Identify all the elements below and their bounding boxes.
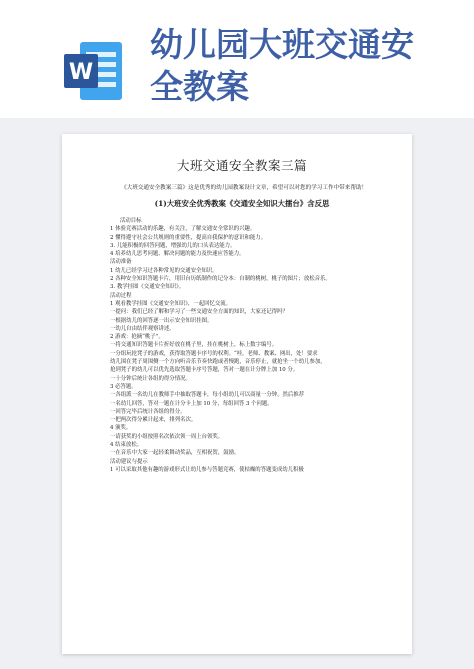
body-line: 3. 儿能积极的回答问题，增强幼儿的口头表达能力。 xyxy=(110,242,236,249)
body-line: 1 观看教学挂图《交通安全知识》，一起回忆交流。 xyxy=(110,300,232,307)
body-line: 3. 教学挂图《交通安全知识》。 xyxy=(110,284,185,291)
body-line: 4 结束放松。 xyxy=(110,442,143,449)
logo-letter: W xyxy=(68,60,94,85)
body-line: 活动目标 xyxy=(120,218,142,224)
body-line: 4 颁奖。 xyxy=(110,425,132,432)
body-line: 一在音乐中大家一起轻柔舞动奖品，互相祝贺，鼓励。 xyxy=(110,450,240,457)
body-line: 一十分钟后统计各组的得分情况。 xyxy=(110,375,191,382)
page-title-line-2: 全教案 xyxy=(150,67,249,106)
page-title-line-1: 幼儿园大班交通安 xyxy=(150,25,414,64)
body-line: 一根据幼儿的回答逐一出示安全知识挂图。 xyxy=(110,317,213,324)
body-line: 2 游戏：抢摘“桃子”。 xyxy=(110,334,164,341)
body-line: 一回答完毕后统计各组的得分。 xyxy=(110,408,186,415)
body-line: 1 幼儿已经学习过各种常见的交通安全知识。 xyxy=(110,267,218,274)
body-line: 2 各种安全知识答题卡片，用旧台历纸制作的记分本：自制的桃树，桃子的图片；放松音乐。 xyxy=(110,276,331,283)
body-line: 一请获奖的小组按照名次依次领一周上台领奖。 xyxy=(110,433,224,440)
body-line: 3 必答题。 xyxy=(110,383,137,390)
body-line: 1 可以采取其他有趣的游戏形式让幼儿参与答题竞赛，使枯燥的答题变成幼儿积极 xyxy=(110,466,304,473)
body-line: 一分组玩抢凳子的游戏，获得取答题卡序号的权利。“哇，老师、教案、网出，处！要求 xyxy=(110,350,318,357)
document-content xyxy=(110,156,374,474)
section-title: (1)大班安全优秀教案《交通安全知识大擂台》含反思 xyxy=(154,199,330,208)
document-intro: 《大班交通安全教案三篇》这是优秀的幼儿园教案设计文章，希望可以对您的学习工作中带来帮助！ xyxy=(121,185,368,191)
page-title xyxy=(150,24,450,108)
body-line: 一提问：我们已经了解和学习了一些交通安全方面的知识，大家还记得吗？ xyxy=(110,309,288,316)
word-document-icon xyxy=(60,38,126,104)
document-page[interactable] xyxy=(62,134,412,654)
body-line: 一将交通知识答题卡片折好放在桃子里，挂在桃树上，标上数字编号。 xyxy=(110,342,278,349)
body-line: 1 体验竞赛活动的乐趣，有关注，了解交通安全常识的兴趣。 xyxy=(110,226,256,233)
body-line: 活动过程 xyxy=(110,292,132,299)
body-line: 一把两次得分累计起来，排列名次。 xyxy=(110,417,197,424)
body-line: 一名幼儿回答，答对一题在计分卡上加 10 分，每组回答 3 个问题。 xyxy=(110,400,273,407)
body-line: 活动建议与提示 xyxy=(110,458,148,465)
body-line: 一幼儿自由结伴观察讲述。 xyxy=(110,325,175,332)
body-line: 4 培养幼儿思考问题、解决问题的能力及快速应答能力。 xyxy=(110,251,245,258)
header xyxy=(0,0,474,118)
body-line: 2 懂得遵守社会公共规则的重要性，提高自我保护的意识和能力。 xyxy=(110,234,267,241)
body-line: 抢到凳子的幼儿可以优先选取答题卡序号答题，答对一题在计分牌上加 10 分。 xyxy=(110,367,299,374)
document-body xyxy=(110,217,374,474)
body-line: 幼儿围在凳子周围侧一个方向听音乐节奏快跑或者慢跑，音乐停止，就抢坐一个幼儿参加， xyxy=(110,359,326,366)
body-line: 活动准备 xyxy=(110,259,132,266)
body-line: 一各组派一名幼儿在教师手中抽取答题卡，每小组幼儿可以商量一分钟，然后推荐 xyxy=(110,392,305,399)
document-title: 大班交通安全教案三篇 xyxy=(176,158,307,173)
